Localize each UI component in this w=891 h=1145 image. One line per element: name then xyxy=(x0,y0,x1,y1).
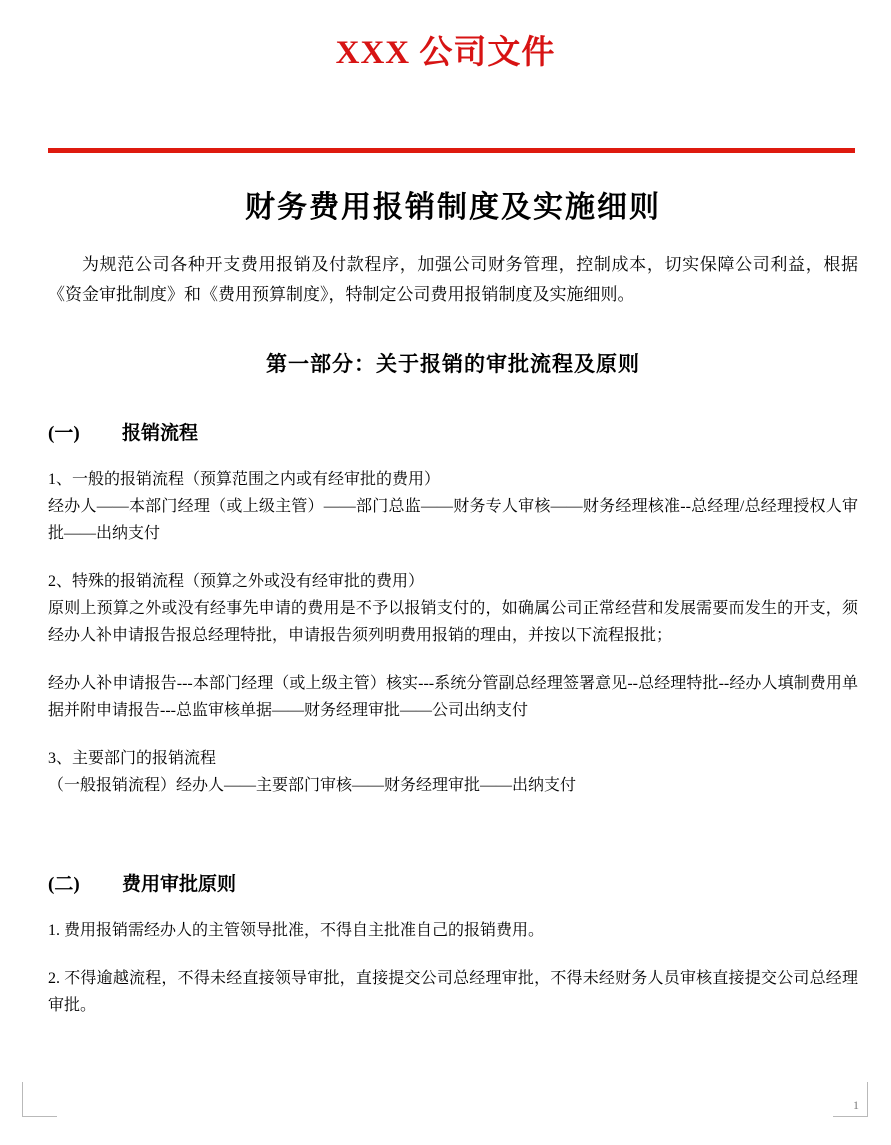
section-two-title: 费用审批原则 xyxy=(122,874,237,895)
company-letterhead: XXX 公司文件 xyxy=(335,35,556,71)
section-one-number: (一) xyxy=(48,423,80,444)
flow-item-2-heading: 2、特殊的报销流程（预算之外或没有经审批的费用） xyxy=(48,573,425,590)
section-one-heading xyxy=(48,418,858,445)
section-two-number: (二) xyxy=(48,874,80,895)
document-body xyxy=(48,178,858,1019)
flow-item-3-heading: 3、主要部门的报销流程 xyxy=(48,750,217,767)
flow-item-1-heading: 1、一般的报销流程（预算范围之内或有经审批的费用） xyxy=(48,471,441,488)
approval-rule-2: 2. 不得逾越流程，不得未经直接领导审批，直接提交公司总经理审批，不得未经财务人员审核直接提交公司总经理审批。 xyxy=(48,970,858,1014)
flow-item-3 xyxy=(48,745,858,799)
section-spacer xyxy=(48,799,858,829)
flow-item-3-body: （一般报销流程）经办人——主要部门审核——财务经理审批——出纳支付 xyxy=(48,777,577,794)
flow-item-2-body: 原则上预算之外或没有经事先申请的费用是不予以报销支付的，如确属公司正常经营和发展需要而发生的开支，须经办人补申请报告报总经理特批，申请报告须列明费用报销的理由，并按以下流程报批； xyxy=(48,600,858,644)
flow-item-2 xyxy=(48,568,858,649)
flow-item-1 xyxy=(48,466,858,547)
intro-paragraph: 为规范公司各种开支费用报销及付款程序，加强公司财务管理，控制成本，切实保障公司利益，根据《资金审批制度》和《费用预算制度》，特制定公司费用报销制度及实施细则。 xyxy=(48,255,858,304)
part-one-heading: 第一部分：关于报销的审批流程及原则 xyxy=(266,352,640,376)
crop-mark-bottom-right xyxy=(833,1082,868,1117)
letterhead-divider xyxy=(48,148,855,153)
special-flow-paragraph: 经办人补申请报告---本部门经理（或上级主管）核实---系统分管副总经理签署意见--总经理特批--经办人填制费用单据并附申请报告---总监审核单据——财务经理审批——公司出纳支付 xyxy=(48,675,858,719)
section-one-title: 报销流程 xyxy=(122,423,199,444)
crop-mark-bottom-left xyxy=(22,1082,57,1117)
flow-item-1-body: 经办人——本部门经理（或上级主管）——部门总监——财务专人审核——财务经理核准--总经理/总经理授权人审批——出纳支付 xyxy=(48,498,858,542)
section-two-heading xyxy=(48,869,858,896)
approval-rule-1: 1. 费用报销需经办人的主管领导批准，不得自主批准自己的报销费用。 xyxy=(48,922,545,939)
page-title: 财务费用报销制度及实施细则 xyxy=(245,191,661,224)
page-number: 1 xyxy=(853,1098,859,1112)
